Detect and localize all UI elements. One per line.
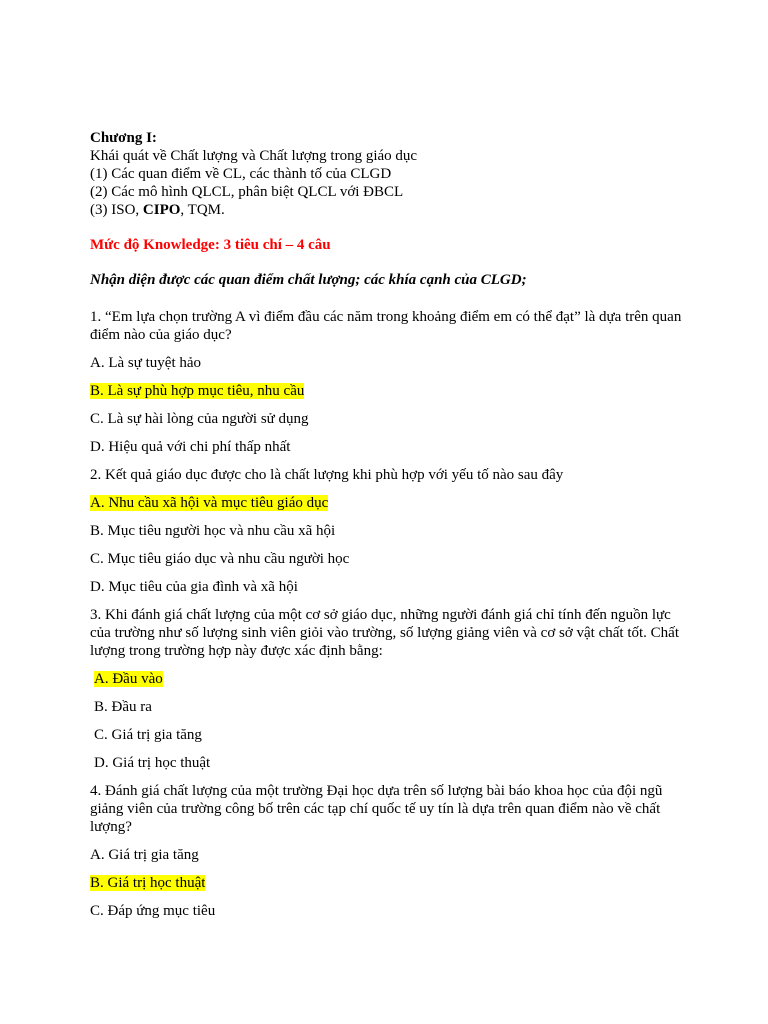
option-text-highlighted: B. Là sự phù hợp mục tiêu, nhu cầu	[90, 383, 305, 399]
q1-option-c	[90, 410, 690, 428]
q4-option-c	[90, 902, 690, 920]
q1-option-a	[90, 354, 690, 372]
option-text: D. Mục tiêu của gia đình và xã hội	[90, 579, 298, 595]
chapter-line-4-pre: (3) ISO,	[90, 202, 143, 218]
option-text: A. Giá trị gia tăng	[90, 847, 199, 863]
chapter-line-4	[90, 201, 690, 219]
q2-option-b	[90, 522, 690, 540]
document-content	[90, 129, 690, 920]
option-text: B. Đầu ra	[94, 699, 152, 715]
chapter-line-2: (1) Các quan điểm về CL, các thành tố của CLGD	[90, 166, 392, 182]
option-text: D. Giá trị học thuật	[94, 755, 211, 771]
q2-option-d	[90, 578, 690, 596]
option-text-highlighted: A. Đầu vào	[94, 671, 163, 687]
q3-option-b	[90, 698, 690, 716]
option-text: B. Mục tiêu người học và nhu cầu xã hội	[90, 523, 336, 539]
option-text: C. Giá trị gia tăng	[94, 727, 202, 743]
option-text: D. Hiệu quả với chi phí thấp nhất	[90, 439, 291, 455]
q4-option-a	[90, 846, 690, 864]
question-1: 1. “Em lựa chọn trường A vì điểm đầu các năm trong khoảng điểm em có thể đạt” là dựa trên quan điểm nào của giáo dục?	[90, 309, 682, 343]
question-4: 4. Đánh giá chất lượng của một trường Đại học dựa trên số lượng bài báo khoa học của đội ngũ giảng viên của trường công bố trên các tạp chí quốc tế uy tín là dựa trên quan điểm nào về chất lượng?	[90, 783, 663, 835]
q1-option-d	[90, 438, 690, 456]
question-3: 3. Khi đánh giá chất lượng của một cơ sở giáo dục, những người đánh giá chỉ tính đến nguồn lực của trường như số lượng sinh viên giỏi vào trường, số lượng giảng viên và cơ sở vật chất tốt. Chất lượng trong trường hợp này được xác định bằng:	[90, 607, 679, 659]
q3-option-c	[90, 726, 690, 744]
chapter-heading: Chương I:	[90, 130, 157, 146]
level-title: Mức độ Knowledge: 3 tiêu chí – 4 câu	[90, 237, 331, 253]
chapter-line-4-bold: CIPO	[142, 202, 181, 218]
q2-option-c	[90, 550, 690, 568]
q3-option-d	[90, 754, 690, 772]
question-2: 2. Kết quả giáo dục được cho là chất lượng khi phù hợp với yếu tố nào sau đây	[90, 467, 564, 483]
option-text-highlighted: A. Nhu cầu xã hội và mục tiêu giáo dục	[90, 495, 329, 511]
chapter-line-3: (2) Các mô hình QLCL, phân biệt QLCL với ĐBCL	[90, 184, 404, 200]
option-text: C. Đáp ứng mục tiêu	[90, 903, 216, 919]
option-text: C. Mục tiêu giáo dục và nhu cầu người học	[90, 551, 350, 567]
q1-option-b	[90, 382, 690, 400]
q2-option-a	[90, 494, 690, 512]
option-text: A. Là sự tuyệt hảo	[90, 355, 202, 371]
q3-option-a	[90, 670, 690, 688]
section-title: Nhận diện được các quan điểm chất lượng; các khía cạnh của CLGD;	[90, 272, 527, 288]
chapter-line-4-post: , TQM.	[180, 202, 225, 218]
chapter-line-1: Khái quát về Chất lượng và Chất lượng trong giáo dục	[90, 148, 418, 164]
option-text: C. Là sự hài lòng của người sử dụng	[90, 411, 309, 427]
option-text-highlighted: B. Giá trị học thuật	[90, 875, 206, 891]
q4-option-b	[90, 874, 690, 892]
